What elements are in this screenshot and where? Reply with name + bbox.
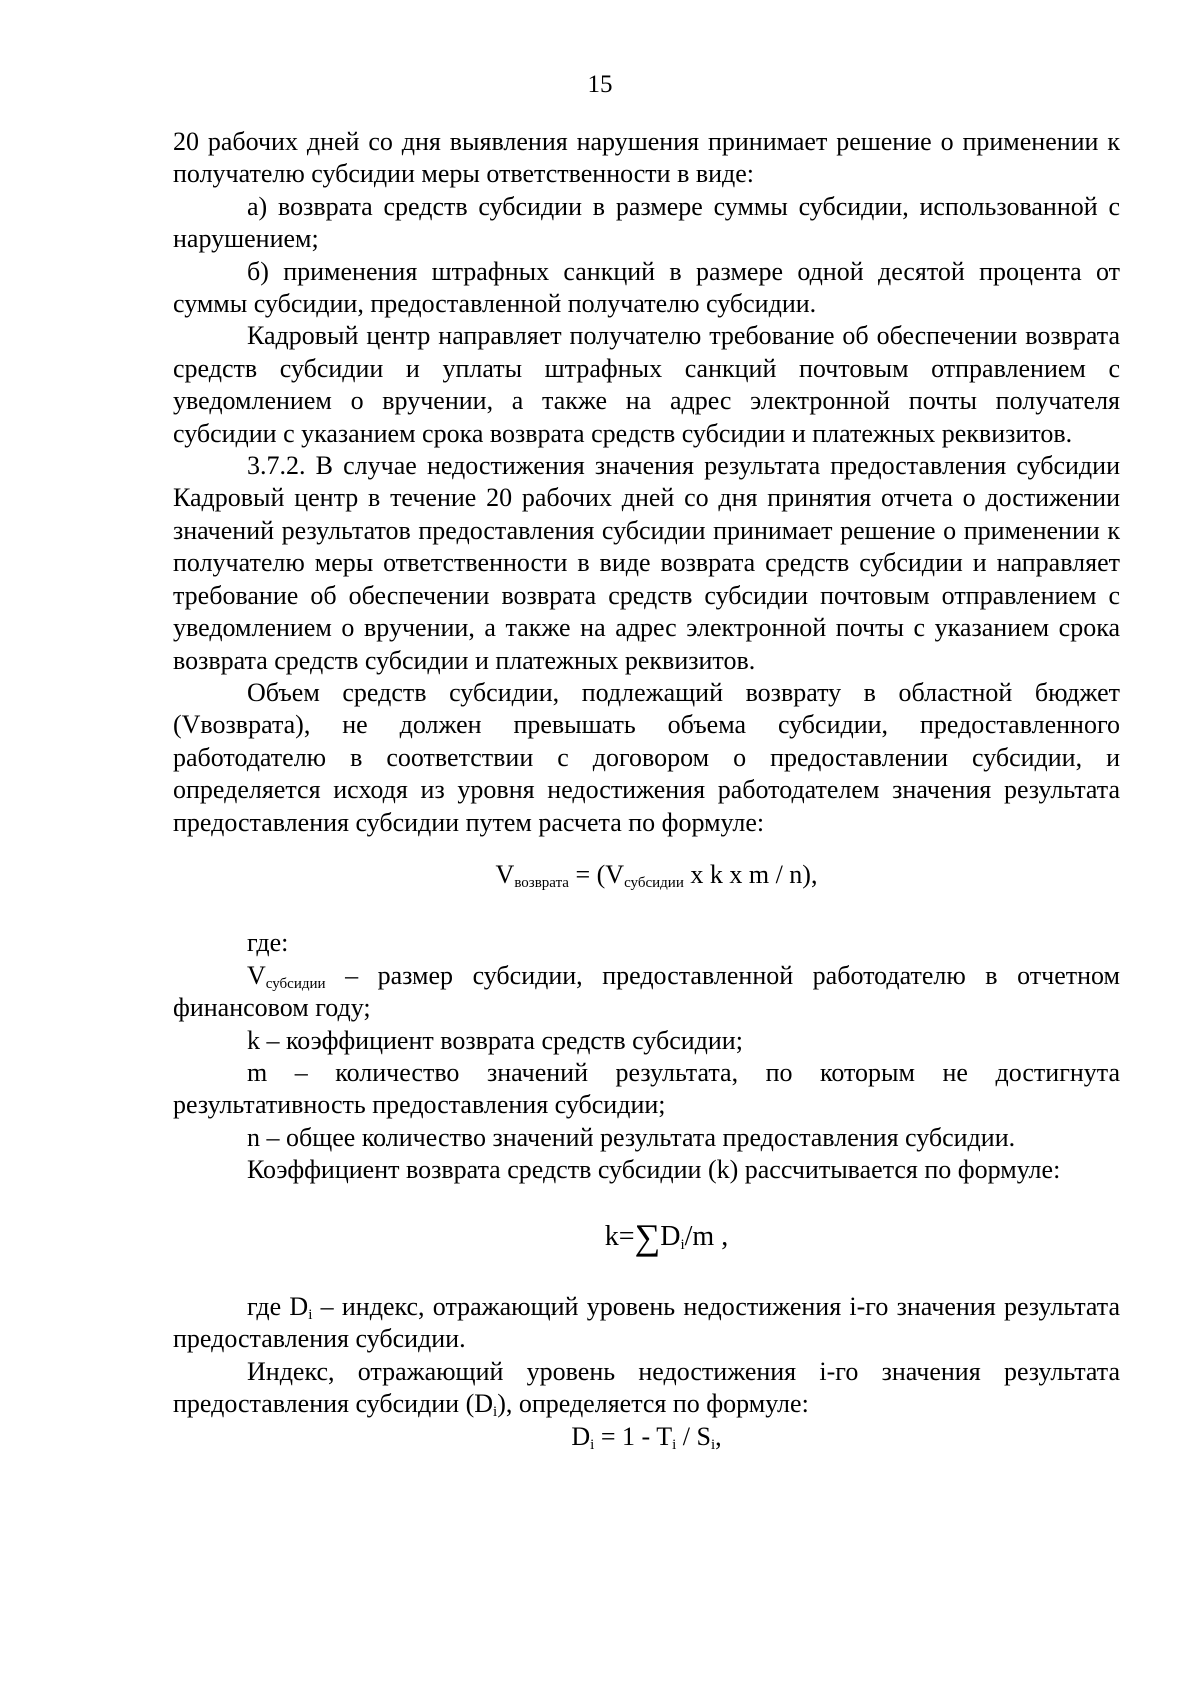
formula-k-lhs: k= (604, 1220, 635, 1252)
definition-v-subsidy (173, 960, 1120, 1025)
paragraph-item-b: б) применения штрафных санкций в размере одной десятой процента от суммы субсидии, предоставленной получателю субсидии. (173, 256, 1120, 319)
formula3-mid: = 1 - T (594, 1421, 673, 1451)
definition-d-text: – индекс, отражающий уровень недостижения i-го значения результата предоставления субсидии. (173, 1292, 1120, 1354)
definition-k: k – коэффициент возврата средств субсидии; (247, 1025, 743, 1055)
formula-div-m: /m (684, 1220, 715, 1252)
paragraph-3-7-2: 3.7.2. В случае недостижения значения результата предоставления субсидии Кадровый центр в течение 20 рабочих дней со дня принятия отчета о достижении значений результатов предоставления субсидии принимает решение о применении к получателю меры ответственности в виде возврата средств субсидии и направляет требование об обеспечении возврата средств субсидии почтовым отправлением с уведомлением о вручении, а также на адрес электронной почты с указанием срока возврата средств субсидии и платежных реквизитов. (173, 451, 1120, 675)
paragraph-item-a: а) возврата средств субсидии в размере суммы субсидии, использованной с нарушением; (173, 191, 1120, 254)
formula3-d-sub: i (590, 1436, 595, 1453)
formula-return-volume (173, 859, 1120, 891)
formula3-end: , (715, 1421, 722, 1451)
definition-d-sub: i (308, 1307, 313, 1323)
sum-sign-icon: ∑ (634, 1216, 661, 1257)
paragraph-hr-center-requirement: Кадровый центр направляет получателю требование об обеспечении возврата средств субсидии и уплаты штрафных санкций почтовым отправлением с уведомлением о вручении, а также на адрес электронной почты получателя субсидии с указанием срока возврата средств субсидии и платежных реквизитов. (173, 321, 1120, 448)
definition-d-index (173, 1291, 1120, 1356)
formula3-d: D (571, 1421, 591, 1451)
paragraph-return-volume: Объем средств субсидии, подлежащий возврату в областной бюджет (Vвозврата), не должен превышать объема субсидии, предоставленного работодателю в соответствии с договором о предоставлении субсидии, и определяется исходя из уровня недостижения работодателем значения результата предоставления субсидии путем расчета по формуле: (173, 677, 1120, 837)
paragraph-index-sub: i (493, 1404, 498, 1421)
definition-m: m – количество значений результата, по которым не достигнута результативность предоставления субсидии; (173, 1057, 1120, 1120)
definition-n: n – общее количество значений результата предоставления субсидии. (247, 1122, 1016, 1152)
formula-eq-open: = (V (568, 859, 625, 889)
formula3-s-sub: i (710, 1436, 716, 1453)
definition-v-text: – размер субсидии, предоставленной работодателю в отчетном финансовом году; (173, 960, 1120, 1023)
paragraph-coefficient: Коэффициент возврата средств субсидии (k) рассчитывается по формуле: (247, 1155, 1061, 1185)
page-number: 15 (587, 71, 613, 98)
formula-d-sub: i (680, 1236, 685, 1253)
definition-v-subscript: субсидии (265, 975, 326, 992)
paragraph-index-lead: Индекс, отражающий уровень недостижения i-го значения результата предоставления субсидии (D (173, 1356, 1120, 1419)
formula-d: D (660, 1220, 681, 1252)
formula-comma: , (714, 1220, 729, 1252)
formula-sub-subsidy: субсидии (624, 874, 684, 891)
paragraph-index-formula (173, 1356, 1120, 1421)
formula3-t-sub: i (672, 1436, 677, 1453)
definition-d-lead: где D (247, 1292, 309, 1321)
paragraph-violation-decision: 20 рабочих дней со дня выявления нарушения принимает решение о применении к получателю субсидии меры ответственности в виде: (173, 127, 1120, 189)
document-body (173, 126, 1120, 1453)
formula3-div: / S (676, 1421, 711, 1451)
formula-sub-return: возврата (514, 874, 569, 891)
formula-coefficient (173, 1216, 1120, 1257)
formula-v: V (495, 859, 515, 889)
paragraph-where: где: (247, 928, 289, 958)
formula-rest: x k x m / n), (683, 859, 818, 889)
formula-index (173, 1421, 1120, 1453)
definition-v-symbol: V (247, 960, 266, 990)
paragraph-index-rest: ), определяется по формуле: (497, 1389, 809, 1419)
